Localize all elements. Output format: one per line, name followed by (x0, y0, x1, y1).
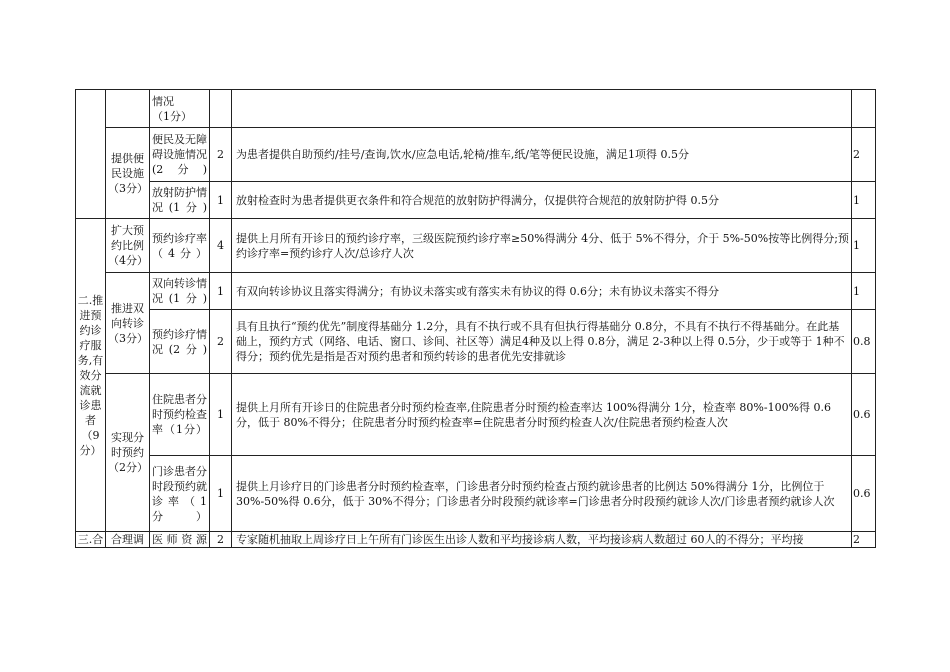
result-cell: 2 (852, 532, 876, 548)
result-cell: 1 (852, 182, 876, 219)
category-cell: 二.推进预约诊疗服务,有效分流就诊患者（9分） (76, 219, 106, 532)
description-cell: 提供上月所有开诊日的预约诊疗率，三级医院预约诊疗率≥50%得满分 4分、低于 5%不得分，介于 5%-50%按等比例得分;预约诊疗率=预约诊疗人次/总诊疗人次 (232, 219, 852, 273)
result-cell: 1 (852, 219, 876, 273)
item-cell: 住院患者分时预约检查率（1分） (150, 374, 210, 456)
item-cell: 医师资源 (150, 532, 210, 548)
description-cell: 放射检查时为患者提供更衣条件和符合规范的放射防护得满分，仅提供符合规范的放射防护得 0.5分 (232, 182, 852, 219)
subcategory-cell: 提供便民设施（3分） (106, 128, 150, 219)
item-cell: 双向转诊情况(1分) (150, 273, 210, 310)
score-cell: 1 (210, 273, 232, 310)
score-cell: 2 (210, 128, 232, 182)
table-row (76, 273, 876, 310)
subcategory-cell: 推进双向转诊（3分） (106, 273, 150, 374)
table-row (76, 310, 876, 374)
table-row (76, 128, 876, 182)
result-cell: 2 (852, 128, 876, 182)
description-cell: 有双向转诊协议且落实得满分；有协议未落实或有落实未有协议的得 0.6分；未有协议未落实不得分 (232, 273, 852, 310)
description-cell: 为患者提供自助预约/挂号/查询,饮水/应急电话,轮椅/推车,纸/笔等便民设施，满足1项得 0.5分 (232, 128, 852, 182)
description-cell: 提供上月诊疗日的门诊患者分时预约检查率，门诊患者分时预约检查占预约就诊患者的比例达 50%得满分 1分，比例位于 30%-50%得 0.6分，低于 30%不得分；门诊患者分时段预约就诊率=门诊患者分时段预约就诊人次/门诊患者预约就诊人次 (232, 456, 852, 532)
score-cell (210, 90, 232, 128)
score-cell: 2 (210, 310, 232, 374)
table-row (76, 90, 876, 128)
score-cell: 4 (210, 219, 232, 273)
item-cell: 便民及无障碍设施情况(2分) (150, 128, 210, 182)
result-cell: 0.6 (852, 374, 876, 456)
subcategory-cell: 实现分时预约（2分） (106, 374, 150, 532)
description-cell (232, 90, 852, 128)
category-cell (76, 90, 106, 219)
description-cell: 具有且执行“预约优先”制度得基础分 1.2分，具有不执行或不具有但执行得基础分 0.8分，不具有不执行不得基础分。在此基础上，预约方式（网络、电话、窗口、诊间、社区等）满足4种及以上得 0.8分，满足 2-3种以上得 0.5分，少于或等于 1种不得分；预约优先是指是否对预约患者和预约转诊的患者优先安排就诊 (232, 310, 852, 374)
table-row (76, 219, 876, 273)
result-cell: 0.8 (852, 310, 876, 374)
score-cell: 1 (210, 182, 232, 219)
item-cell: 预约诊疗情况(2分) (150, 310, 210, 374)
item-cell: 放射防护情况(1分) (150, 182, 210, 219)
item-cell: 预约诊疗率（4分） (150, 219, 210, 273)
description-cell: 提供上月所有开诊日的住院患者分时预约检查率,住院患者分时预约检查率达 100%得满分 1分，检查率 80%-100%得 0.6分，低于 80%不得分；住院患者分时预约检查率=住院患者分时预约检查人次/住院患者预约检查人次 (232, 374, 852, 456)
result-cell (852, 90, 876, 128)
table-row (76, 456, 876, 532)
score-cell: 2 (210, 532, 232, 548)
result-cell: 1 (852, 273, 876, 310)
evaluation-table (75, 89, 876, 548)
table-row (76, 532, 876, 548)
table-row (76, 182, 876, 219)
item-cell: 情况 （1分） (150, 90, 210, 128)
category-cell: 三.合 (76, 532, 106, 548)
subcategory-cell: 合理调 (106, 532, 150, 548)
subcategory-cell: 扩大预约比例（4分） (106, 219, 150, 273)
subcategory-cell (106, 90, 150, 128)
table-row (76, 374, 876, 456)
score-cell: 1 (210, 456, 232, 532)
result-cell: 0.6 (852, 456, 876, 532)
score-cell: 1 (210, 374, 232, 456)
item-cell: 门诊患者分时段预约就诊率（1分） (150, 456, 210, 532)
description-cell: 专家随机抽取上周诊疗日上午所有门诊医生出诊人数和平均接诊病人数，平均接诊病人数超过 60人的不得分；平均接 (232, 532, 852, 548)
